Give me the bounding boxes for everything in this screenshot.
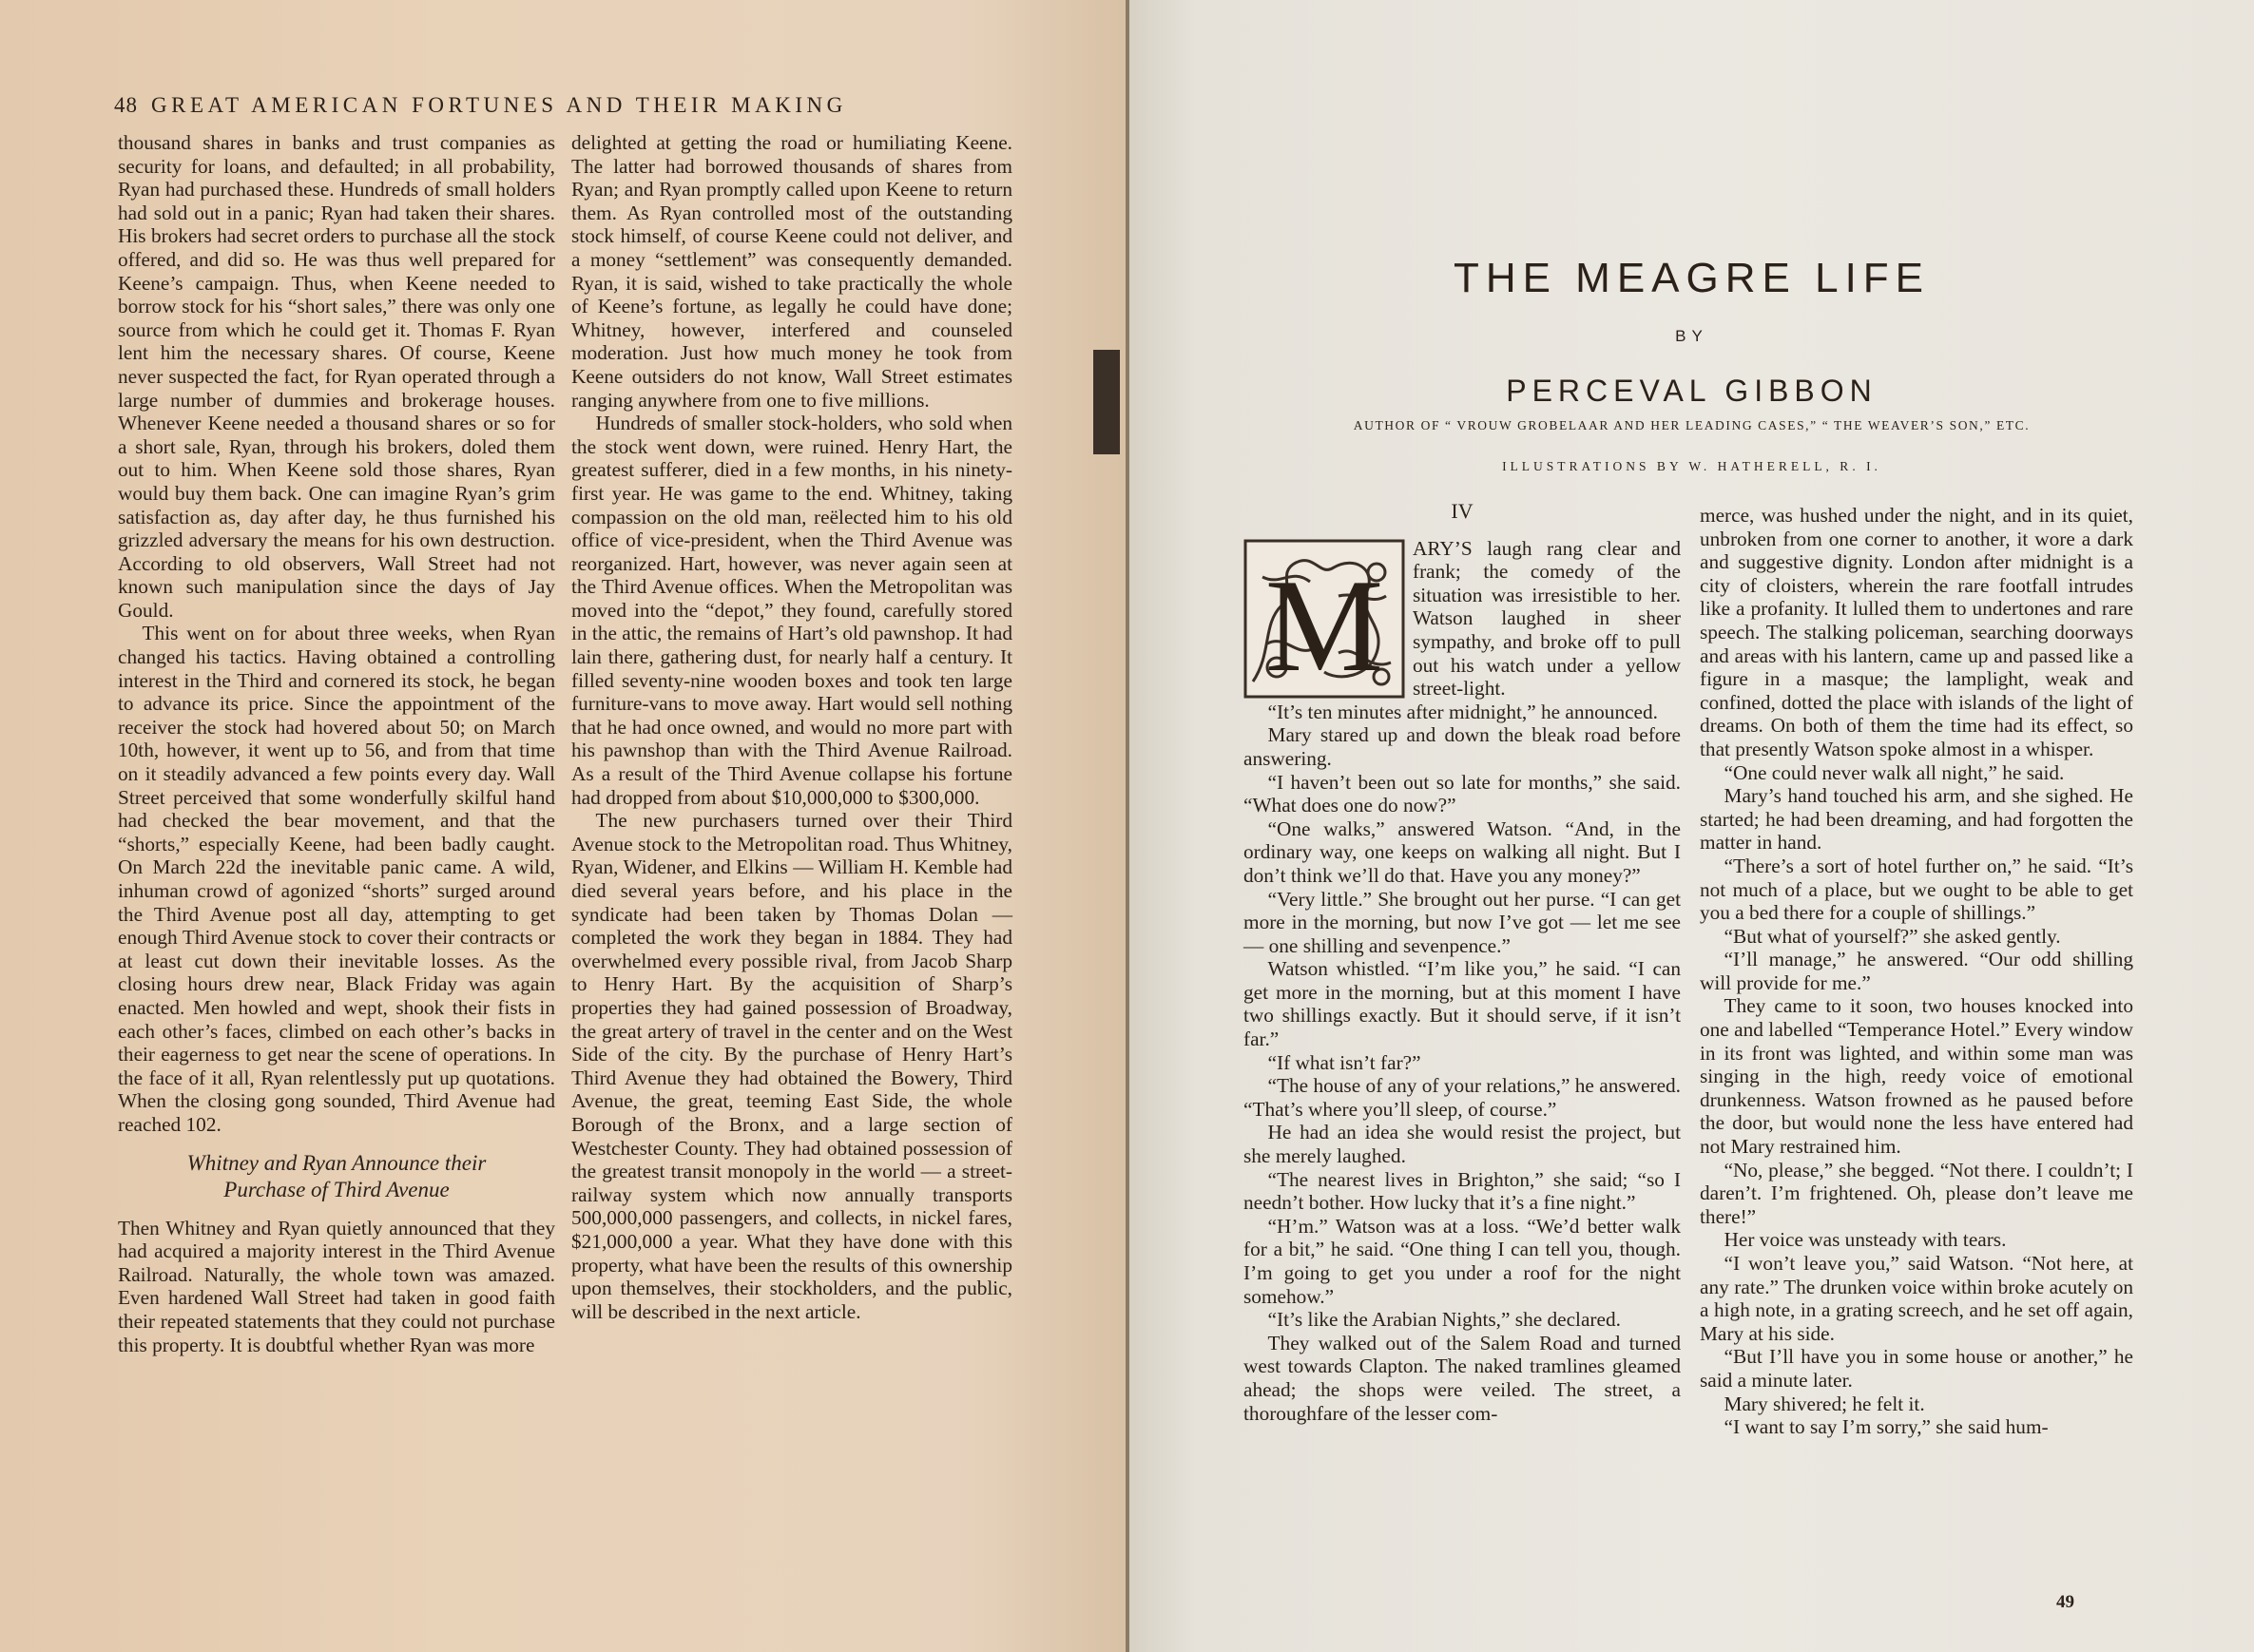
paragraph: “Very little.” She brought out her purse. “I can get more in the morning, but now I’ve got — let me see — one shilling and sevenpence.” — [1243, 887, 1681, 957]
paragraph: Hundreds of smaller stock-holders, who sold when the stock went down, were ruined. Henry Hart, the greatest sufferer, died in a few months, in his ninety-first year. He was game to the end. Whitney, taking compassion on the old man, reëlected him to his old office of vice-president, when the Third Avenue was reorganized. Hart, however, was never again seen at the Third Avenue offices. When the Metropolitan was moved into the “depot,” they found, carefully stored in the attic, the remains of Hart’s old pawnshop. It had lain there, gathering dust, for nearly half a century. It filled seventy-nine wooden boxes and took ten large furniture-vans to move away. Hart would sell nothing that he had once owned, and would no more part with his pawnshop than with the Third Avenue Railroad. As a result of the Third Avenue collapse his fortune had dropped from about $10,000,000 to $300,000. — [571, 412, 1012, 809]
paragraph: “It’s ten minutes after midnight,” he announced. — [1267, 700, 1658, 723]
paragraph: They walked out of the Salem Road and turned west towards Clapton. The naked tramlines gleamed ahead; the shops were veiled. The street, a thoroughfare of the lesser com- — [1243, 1331, 1681, 1425]
byline-by: BY — [1675, 327, 1708, 345]
right-column-2 — [1700, 504, 2133, 1439]
paragraph: delighted at getting the road or humiliating Keene. The latter had borrowed thousands of shares from Ryan; and Ryan promptly called upon Keene to return them. As Ryan controlled most of the outstanding stock himself, of course Keene could not deliver, and a money “settlement” was consequently demanded. Ryan, it is said, wished to take practically the whole of Keene’s fortune, as legally he could have done; Whitney, however, interfered and counseled moderation. Just how much money he took from Keene outsiders do not know, Wall Street estimates ranging anywhere from one to five millions. — [571, 131, 1012, 412]
paragraph: He had an idea she would resist the project, but she merely laughed. — [1243, 1121, 1681, 1168]
paragraph: Watson whistled. “I’m like you,” he said. “I can get more in the morning, but at this moment I have two shillings exactly. But it should serve, if it isn’t far.” — [1243, 957, 1681, 1051]
ornamental-dropcap-m — [1243, 539, 1405, 699]
paragraph: Then Whitney and Ryan quietly announced that they had acquired a majority interest in the Third Avenue Railroad. Naturally, the whole town was amazed. Even hardened Wall Street had taken in good faith their repeated statements that they could not purchase this property. It is doubtful whether Ryan was more — [118, 1216, 555, 1356]
paragraph: “There’s a sort of hotel further on,” he said. “It’s not much of a place, but we ought to be able to get you a bed there for a couple of shillings.” — [1700, 854, 2133, 925]
right-page-number: 49 — [2056, 1592, 2074, 1612]
paragraph: “One could never walk all night,” he said. — [1724, 760, 2065, 784]
paragraph: This went on for about three weeks, when Ryan changed his tactics. Having obtained a controlling interest in the Third and cornered its stock, he began to advance its price. Since the appointment of the receiver the stock had hovered about 50; on March 10th, however, it went up to 56, and from that time on it steadily advanced a few points every day. Wall Street perceived that some wonderfully skilful hand had checked the bear movement, and that the “shorts,” especially Keene, had been badly caught. On March 22d the inevitable panic came. A wild, inhuman crowd of agonized “shorts” surged around the Third Avenue post all day, attempting to get enough Third Avenue stock to cover their contracts or at least cut down their inevitable losses. As the closing hours drew near, Black Friday was again enacted. Men howled and wept, shook their fists in each other’s faces, climbed on each other’s backs in their eagerness to get near the scene of operations. In the face of it all, Ryan relentlessly put up quotations. When the closing gong sounded, Third Avenue had reached 102. — [118, 622, 555, 1136]
paragraph: “No, please,” she begged. “Not there. I couldn’t; I daren’t. I’m frightened. Oh, please don’t leave me there!” — [1700, 1158, 2133, 1228]
paragraph: “The house of any of your relations,” he answered. “That’s where you’ll sleep, of course.” — [1243, 1074, 1681, 1121]
paragraph: Mary’s hand touched his arm, and she sighed. He started; he had been dreaming, and had forgotten the matter in hand. — [1700, 784, 2133, 855]
story-title: THE MEAGRE LIFE — [1453, 255, 1931, 301]
paragraph: Her voice was unsteady with tears. — [1724, 1228, 2007, 1252]
author-name: PERCEVAL GIBBON — [1506, 374, 1878, 408]
paragraph: “I’ll manage,” he answered. “Our odd shilling will provide for me.” — [1700, 948, 2133, 994]
paragraph: “I want to say I’m sorry,” she said hum- — [1724, 1415, 2049, 1439]
paragraph: “It’s like the Arabian Nights,” she declared. — [1267, 1308, 1621, 1332]
paragraph: “But what of yourself?” she asked gently. — [1724, 924, 2061, 948]
running-head — [114, 93, 847, 118]
section-number: IV — [1451, 499, 1474, 523]
paragraph: merce, was hushed under the night, and in its quiet, unbroken from one corner to another, it wore a dark and suggestive dignity. London after midnight is a city of cloisters, wherein the rare footfall intrudes like a profanity. It lulled them to undertones and rare speech. The stalking policeman, searching doorways and areas with his lantern, came up and passed like a figure in a masque; the lamplight, weak and confined, dotted the place with islands of the light of dreams. On both of them the time had its effect, so that presently Watson spoke almost in a whisper. — [1700, 504, 2133, 760]
paragraph: “The nearest lives in Brighton,” she said; “so I needn’t bother. How lucky that it’s a fine night.” — [1243, 1167, 1681, 1215]
subheading-line-2: Purchase of Third Avenue — [223, 1177, 450, 1201]
paragraph: The new purchasers turned over their Third Avenue stock to the Metropolitan road. Thus Whitney, Ryan, Widener, and Elkins — William H. Kemble had died several years before, and his place in the syndicate had been taken by Thomas Dolan — completed the work they began in 1884. They had overwhelmed every possible rival, from Jacob Sharp to Henry Hart. By the acquisition of Sharp’s properties they had gained possession of Broadway, the great artery of travel in the center and on the West Side of the city. By the purchase of Henry Hart’s Third Avenue they had obtained the Bowery, Third Avenue, the great, teeming East Side, the whole Borough of the Bronx, and a large section of Westchester County. They had obtained possession of the greatest transit monopoly in the world — a street-railway system which now annually transports 500,000,000 passengers, and collects, in nickel fares, $21,000,000 a year. What they have done with this property, what have been the results of this ownership upon themselves, their stockholders, and the public, will be described in the next article. — [571, 809, 1012, 1323]
paragraph: “I haven’t been out so late for months,” she said. “What does one do now?” — [1243, 770, 1681, 817]
subheading-line-1: Whitney and Ryan Announce their — [186, 1150, 487, 1175]
paragraph: thousand shares in banks and trust companies as security for loans, and defaulted; in all probability, Ryan had purchased these. Hundreds of small holders had sold out in a panic; Ryan had taken their shares. His brokers had secret orders to purchase all the stock offered, and did so. He was thus well prepared for Keene’s campaign. Thus, when Keene needed to borrow stock for his “short sales,” there was only one source from which he could get it. Thomas F. Ryan lent him the necessary shares. Of course, Keene never suspected the fact, for Ryan operated through a large number of dummies and brokerage houses. Whenever Keene needed a thousand shares or so for a short sale, Ryan, through his brokers, doled them out to him. When Keene sold those shares, Ryan would buy them back. One can imagine Ryan’s grim satisfaction as, day after day, he thus furnished his grizzled adversary the means for his own destruction. According to old observers, Wall Street had not known such manipulation since the days of Jay Gould. — [118, 131, 555, 622]
running-head-title: GREAT AMERICAN FORTUNES AND THEIR MAKING — [151, 93, 847, 117]
paragraph: Mary shivered; he felt it. — [1724, 1392, 1925, 1415]
right-column-1 — [1243, 500, 1681, 1425]
dropcap-letter: M — [1264, 551, 1384, 699]
binding-tab — [1093, 350, 1120, 454]
paragraph: Mary stared up and down the bleak road before answering. — [1243, 723, 1681, 770]
paragraph: ARY’S laugh rang clear and frank; the comedy of the situation was irresistible to her. Watson laughed in sheer sympathy, and broke off to pull out his watch under a yellow street-light. — [1413, 536, 1681, 701]
left-page — [0, 0, 1126, 1652]
paragraph: They came to it soon, two houses knocked into one and labelled “Temperance Hotel.” Every window in its front was lighted, and within some man was singing in the high, reedy voice of emotional drunkenness. Watson frowned as he paused before the door, but would none the less have entered had not Mary restrained him. — [1700, 994, 2133, 1159]
paragraph: “But I’ll have you in some house or another,” he said a minute later. — [1700, 1345, 2133, 1392]
paragraph: “One walks,” answered Watson. “And, in the ordinary way, one keeps on walking all night. But I don’t think we’ll do that. Have you any money?” — [1243, 816, 1681, 887]
illustrations-credit: ILLUSTRATIONS BY W. HATHERELL, R. I. — [1502, 459, 1881, 473]
left-column-2 — [571, 131, 1012, 1323]
paragraph: “I won’t leave you,” said Watson. “Not here, at any rate.” The drunken voice within broke acutely on a high note, in a grating screech, and he set off again, Mary at his side. — [1700, 1252, 2133, 1345]
paragraph: “H’m.” Watson was at a loss. “We’d better walk for a bit,” he said. “One thing I can tell you, though. I’m going to get you under a roof for the night somehow.” — [1243, 1214, 1681, 1308]
left-column-1 — [118, 131, 555, 1356]
author-credits: AUTHOR OF “ VROUW GROBELAAR AND HER LEADING CASES,” “ THE WEAVER’S SON,” ETC. — [1353, 418, 2031, 432]
section-subheading — [118, 1150, 555, 1203]
paragraph: “If what isn’t far?” — [1267, 1050, 1421, 1074]
left-page-number: 48 — [114, 93, 138, 117]
